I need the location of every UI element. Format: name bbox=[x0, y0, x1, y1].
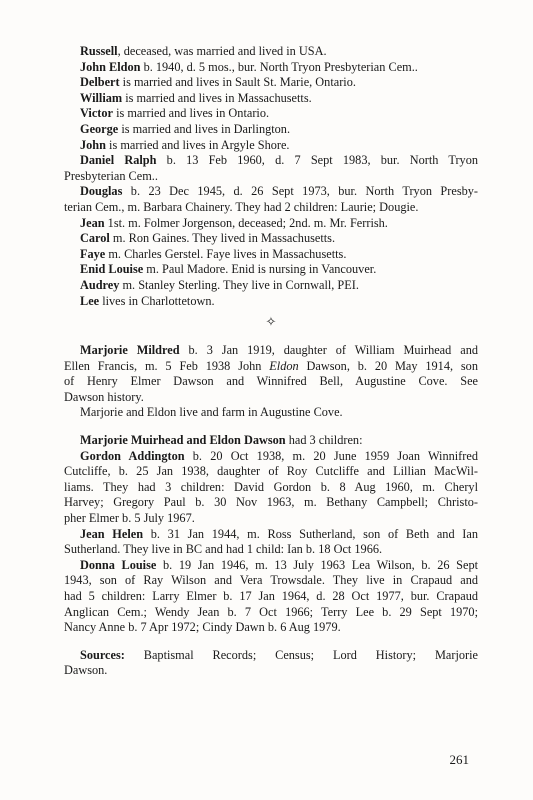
entry-daniel-ralph: Daniel Ralph b. 13 Feb 1960, d. 7 Sept 1983, bur. North Tryon bbox=[80, 153, 478, 168]
entry-victor: Victor is married and lives in Ontario. bbox=[80, 106, 270, 121]
entry-douglas-cont: terian Cem., m. Barbara Chainery. They had 2 children: Laurie; Dougie. bbox=[64, 199, 419, 214]
text-column bbox=[64, 44, 478, 679]
donna-line-5: Nancy Anne b. 7 Apr 1972; Cindy Dawn b. 6 Aug 1979. bbox=[64, 620, 341, 635]
page-number: 261 bbox=[449, 752, 469, 767]
children-heading: Marjorie Muirhead and Eldon Dawson had 3 children: bbox=[80, 433, 363, 448]
section-ornament-icon: ✧ bbox=[265, 314, 277, 330]
gordon-line-4: Harvey; Gregory Paul b. 30 Nov 1963, m. Bethany Campbell; Christo- bbox=[64, 495, 478, 510]
entry-george: George is married and lives in Darlington. bbox=[80, 121, 291, 136]
jean-helen-line-2: Sutherland. They live in BC and had 1 child: Ian b. 18 Oct 1966. bbox=[64, 542, 383, 557]
marjorie-line-3: of Henry Elmer Dawson and Winnifred Bell, Augustine Cove. See bbox=[64, 374, 478, 389]
entry-daniel-ralph-cont: Presbyterian Cem.. bbox=[64, 168, 158, 183]
entry-delbert: Delbert is married and lives in Sault St. Marie, Ontario. bbox=[80, 75, 356, 90]
entry-john: John is married and lives in Argyle Shore. bbox=[80, 137, 290, 152]
entry-audrey: Audrey m. Stanley Sterling. They live in Cornwall, PEI. bbox=[80, 277, 359, 292]
entry-john-eldon: John Eldon b. 1940, d. 5 mos., bur. North Tryon Presbyterian Cem.. bbox=[80, 59, 418, 74]
gordon-line-2: Cutcliffe, b. 25 Jan 1938, daughter of Roy Cutcliffe and Lillian MacWil- bbox=[64, 464, 478, 479]
entry-douglas: Douglas b. 23 Dec 1945, d. 26 Sept 1973, bur. North Tryon Presby- bbox=[80, 184, 478, 199]
marjorie-line-1: Marjorie Mildred b. 3 Jan 1919, daughter of William Muirhead and bbox=[80, 343, 478, 358]
donna-line-3: had 5 children: Larry Elmer b. 17 Jan 1964, d. 28 Oct 1977, bur. Crapaud bbox=[64, 589, 478, 603]
gordon-line-1: Gordon Addington b. 20 Oct 1938, m. 20 June 1959 Joan Winnifred bbox=[80, 448, 478, 463]
entry-jean: Jean 1st. m. Folmer Jorgenson, deceased; 2nd. m. Mr. Ferrish. bbox=[80, 215, 388, 230]
entry-carol: Carol m. Ron Gaines. They lived in Massachusetts. bbox=[80, 231, 336, 246]
sources-line-2: Dawson. bbox=[64, 663, 108, 678]
gordon-line-5: pher Elmer b. 5 July 1967. bbox=[64, 511, 195, 526]
gordon-line-3: liams. They had 3 children: David Gordon b. 8 Aug 1960, m. Cheryl bbox=[64, 479, 478, 494]
marjorie-line-2: Ellen Francis, m. 5 Feb 1938 John Eldon Dawson, b. 20 May 1914, son bbox=[64, 358, 478, 373]
sources-line-1: Sources: Baptismal Records; Census; Lord History; Marjorie bbox=[80, 647, 478, 662]
entry-enid-louise: Enid Louise m. Paul Madore. Enid is nursing in Vancouver. bbox=[80, 262, 377, 277]
entry-russell: Russell, deceased, was married and lived in USA. bbox=[80, 44, 327, 58]
entry-william: William is married and lives in Massachusetts. bbox=[80, 90, 312, 105]
donna-line-4: Anglican Cem.; Wendy Jean b. 7 Oct 1966; Terry Lee b. 29 Sept 1970; bbox=[64, 604, 478, 619]
jean-helen-line-1: Jean Helen b. 31 Jan 1944, m. Ross Sutherland, son of Beth and Ian bbox=[80, 526, 479, 541]
entry-lee: Lee lives in Charlottetown. bbox=[80, 293, 215, 308]
donna-line-1: Donna Louise b. 19 Jan 1946, m. 13 July 1963 Lea Wilson, b. 26 Sept bbox=[80, 557, 479, 572]
donna-line-2: 1943, son of Ray Wilson and Vera Trowsdale. They live in Crapaud and bbox=[64, 573, 478, 588]
marjorie-line-5: Marjorie and Eldon live and farm in Augustine Cove. bbox=[80, 405, 343, 420]
entry-faye: Faye m. Charles Gerstel. Faye lives in Massachusetts. bbox=[80, 246, 347, 261]
marjorie-line-4: Dawson history. bbox=[64, 389, 144, 404]
